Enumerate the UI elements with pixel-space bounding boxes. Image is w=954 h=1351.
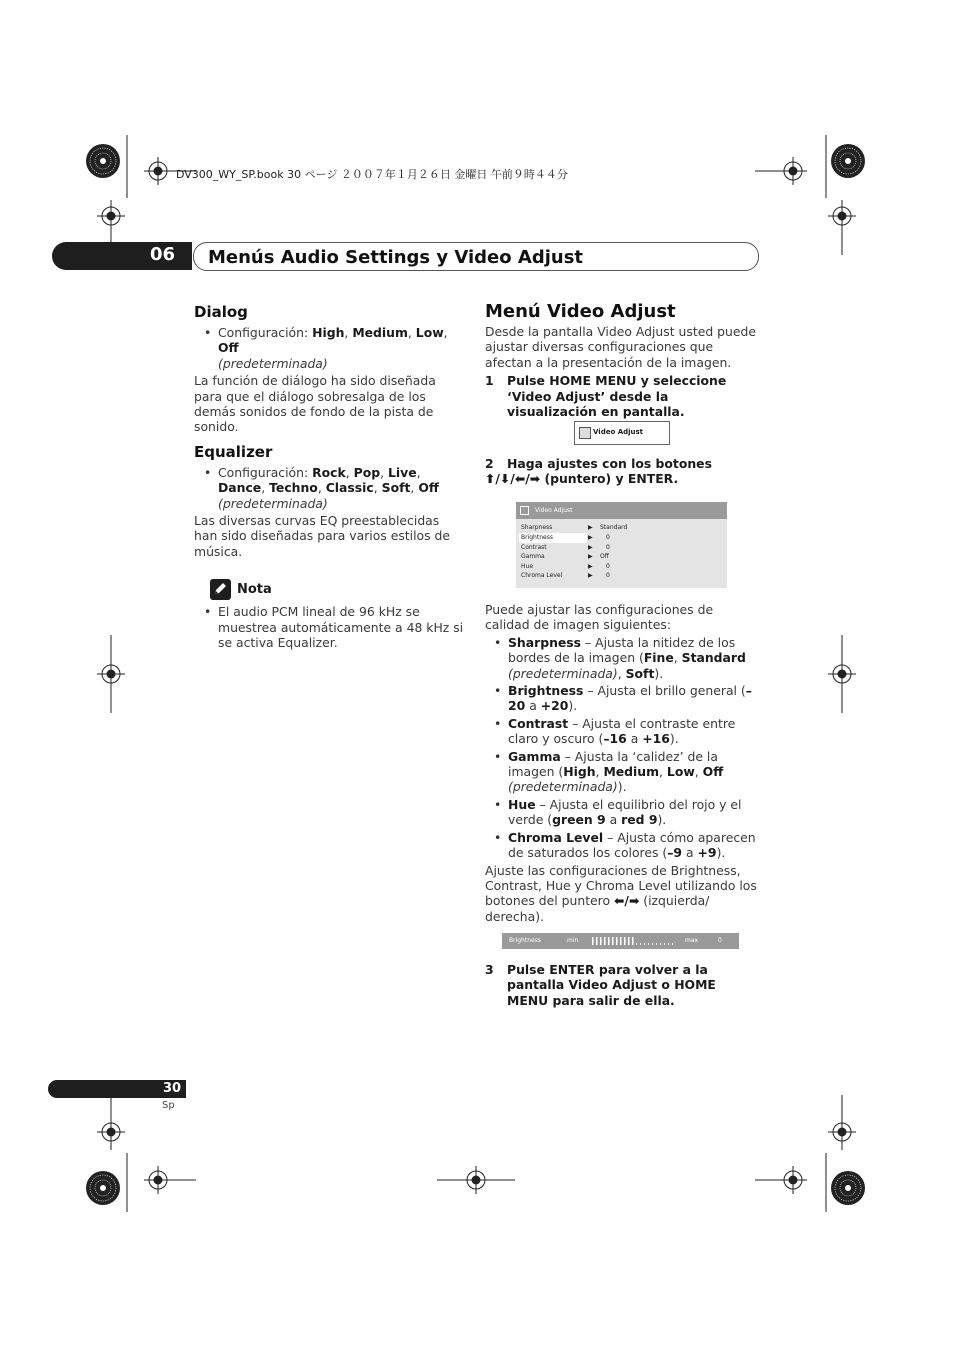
osd-row-value: Off (600, 553, 609, 560)
dialog-heading: Dialog (194, 303, 248, 321)
osd-row-arrow: ▶ (588, 534, 593, 541)
equalizer-config: • Configuración: Rock, Pop, Live, Dance, Techno, Classic, Soft, Off (predeterminada) (204, 465, 466, 511)
right-column (485, 301, 757, 419)
left-column (194, 303, 466, 651)
settings-intro: Puede ajustar las configuraciones de calidad de imagen siguientes: (485, 602, 714, 633)
sharpness-item: • Sharpness – Ajusta la nitidez de los bordes de la imagen (Fine, Standard (predeterminada), Soft). (494, 635, 757, 681)
osd-row-arrow: ▶ (588, 553, 593, 560)
note-header (210, 579, 466, 601)
section-title: Menú Video Adjust (485, 301, 676, 322)
brightness-item: • Brightness – Ajusta el brillo general (–20 a +20). (494, 683, 757, 714)
osd-row-label: Sharpness (521, 524, 553, 531)
osd-row-label: Chroma Level (521, 572, 563, 579)
osd-row-label: Gamma (521, 553, 545, 560)
page-number: 30 (162, 1081, 182, 1096)
equalizer-heading: Equalizer (194, 442, 273, 461)
video-adjust-icon (520, 506, 529, 515)
osd-row-value: 0 (606, 563, 610, 570)
slider-min-label: min (567, 937, 579, 944)
osd-panel-header: Video Adjust (516, 502, 727, 519)
page-language: Sp (162, 1100, 175, 1111)
osd-row-label: Brightness (521, 534, 553, 541)
chapter-title: Menús Audio Settings y Video Adjust (208, 247, 584, 268)
osd-row-arrow: ▶ (588, 524, 593, 531)
note-text: • El audio PCM lineal de 96 kHz se muestrea automáticamente a 48 kHz si se activa Equalizer. (204, 604, 466, 650)
settings-section (485, 602, 757, 924)
dialog-config: • Configuración: High, Medium, Low, Off (predeterminada) (204, 325, 466, 371)
osd-video-adjust-panel (516, 502, 727, 588)
slider-track (592, 937, 676, 945)
adjust-instructions: Ajuste las configuraciones de Brightness, Contrast, Hue y Chroma Level utilizando los botones del puntero ⬅/➡ (izquierda/ derecha). (485, 862, 757, 924)
slider-value: 0 (718, 937, 722, 944)
osd-row-label: Hue (521, 563, 534, 570)
osd-brightness-slider (502, 933, 739, 949)
osd-row-arrow: ▶ (588, 563, 593, 570)
slider-dots (592, 943, 676, 945)
step-1: 1 Pulse HOME MENU y seleccione ‘Video Adjust’ desde la visualización en pantalla. (485, 373, 727, 420)
pencil-icon (210, 579, 231, 600)
osd-row-value: 0 (606, 572, 610, 579)
osd-row-value: Standard (600, 524, 628, 531)
osd-row-value: 0 (606, 534, 610, 541)
pointer-arrows: ⬆/⬇/⬅/➡ (485, 471, 541, 487)
step-2: 2 Haga ajustes con los botones ⬆/⬇/⬅/➡ (puntero) y ENTER. (485, 456, 712, 487)
osd-row-label: Contrast (521, 544, 547, 551)
step-3: 3 Pulse ENTER para volver a la pantalla Video Adjust o HOME MENU para salir de ella. (485, 962, 716, 1008)
print-header: DV300_WY_SP.book 30 ページ ２００７年１月２６日 金曜日 午前９時４４分 (176, 168, 568, 181)
equalizer-description: Las diversas curvas EQ preestablecidas han sido diseñadas para varios estilos de música. (194, 513, 451, 559)
intro-text: Desde la pantalla Video Adjust usted puede ajustar diversas configuraciones que afectan a la presentación de la imagen. (485, 324, 756, 370)
slider-label: Brightness (509, 937, 541, 944)
note-heading: Nota (237, 582, 272, 598)
osd-video-adjust-tab: Video Adjust (574, 421, 670, 445)
contrast-item: • Contrast – Ajusta el contraste entre claro y oscuro (–16 a +16). (494, 716, 757, 747)
chroma-level-item: • Chroma Level – Ajusta cómo aparecen de saturados los colores (–9 a +9). (494, 830, 757, 861)
hue-item: • Hue – Ajusta el equilibrio del rojo y el verde (green 9 a red 9). (494, 797, 757, 828)
gamma-item: • Gamma – Ajusta la ‘calidez’ de la imagen (High, Medium, Low, Off (predeterminada)). (494, 749, 757, 795)
video-adjust-icon (579, 427, 591, 439)
slider-max-label: max (685, 937, 699, 944)
chapter-number: 06 (150, 244, 176, 265)
osd-row-arrow: ▶ (588, 544, 593, 551)
osd-row-value: 0 (606, 544, 610, 551)
osd-row-arrow: ▶ (588, 572, 593, 579)
dialog-description: La función de diálogo ha sido diseñada para que el diálogo sobresalga de los demás sonidos de fondo de la pista de sonido. (194, 373, 436, 435)
